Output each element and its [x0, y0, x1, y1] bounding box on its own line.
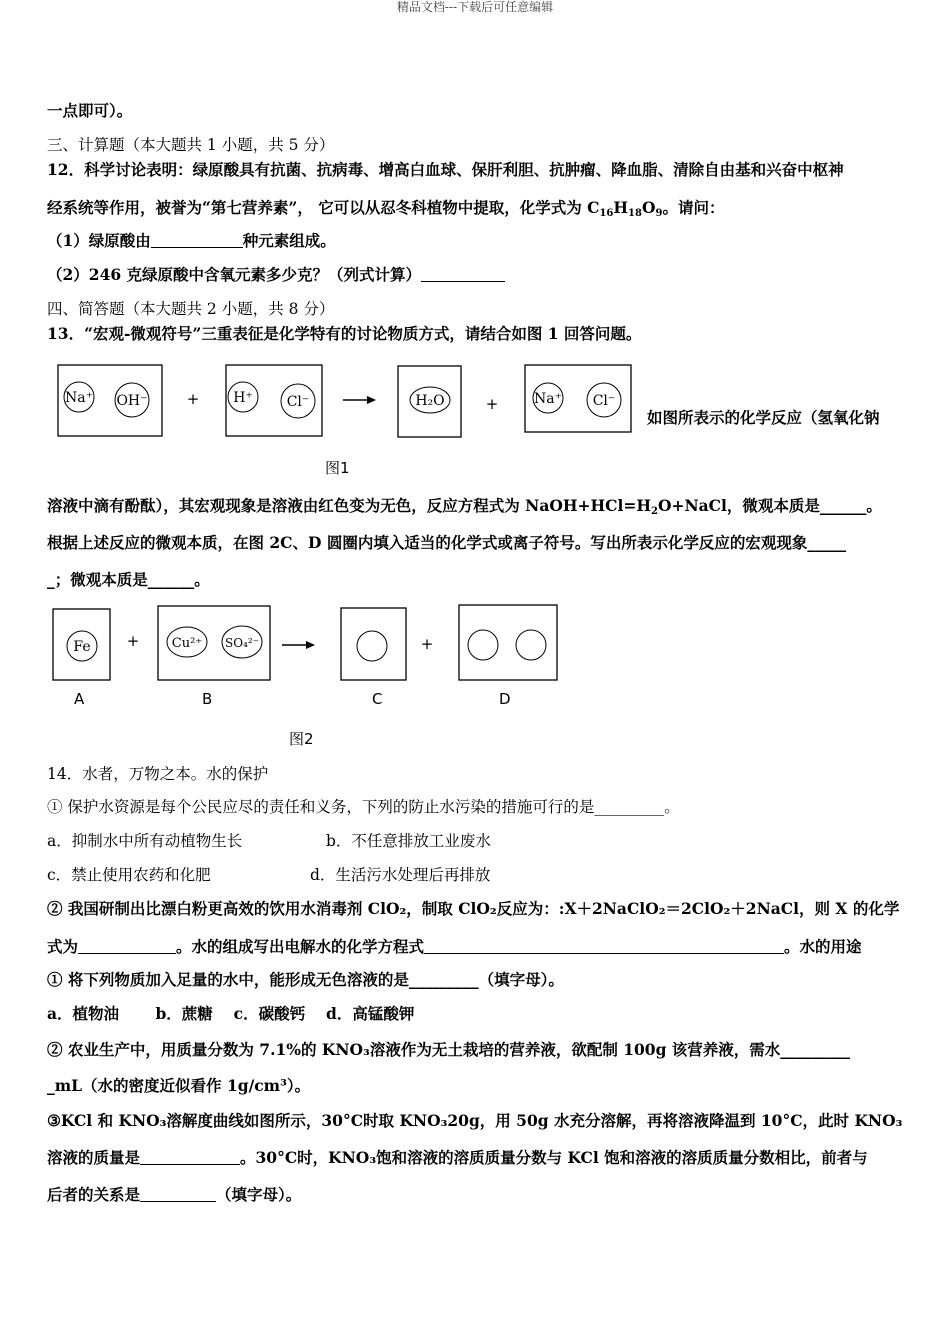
box-c [341, 608, 406, 680]
question-14-part-2-b: 式为 。水的组成写出电解水的化学方程式 。水的用途 [47, 937, 862, 956]
question-13-line-c: _；微观本质是______。 [47, 570, 210, 589]
ion-na: Na⁺ [534, 391, 562, 407]
label-d: D [499, 690, 511, 708]
answer-blank[interactable] [421, 265, 505, 282]
atom-fe: Fe [73, 639, 91, 655]
plus-sign: + [420, 635, 434, 653]
box-d [459, 605, 557, 680]
question-12-part-2: （2）246 克绿原酸中含氧元素多少克？（列式计算） [47, 265, 505, 285]
arrow-head [306, 641, 315, 649]
question-14-part-5-c: 后者的关系是 （填字母）。 [47, 1185, 302, 1204]
answer-blank[interactable] [140, 1148, 240, 1165]
option-b: b．不任意排放工业废水 [326, 832, 491, 850]
answer-blank[interactable] [78, 937, 176, 954]
question-14-part-2-a: ② 我国研制出比漂白粉更高效的饮用水消毒剂 ClO₂，制取 ClO₂反应为：:X＋2NaClO₂＝2ClO₂＋2NaCl，则 X 的化学 [47, 899, 900, 918]
figure-2-diagram [45, 600, 565, 685]
question-13-line-b: 根据上述反应的微观本质，在图 2C、D 圆圈内填入适当的化学式或离子符号。写出所表示化学反应的宏观现象_____ [47, 533, 847, 552]
molecule-h2o: H₂O [415, 393, 445, 409]
section-heading-3: 三、计算题（本大题共 1 小题，共 5 分） [47, 136, 335, 154]
label-b: B [202, 690, 213, 708]
figure-1-side-text: 如图所表示的化学反应（氢氧化钠 [647, 408, 880, 427]
ion-na: Na⁺ [65, 390, 93, 406]
question-14-part-3-options: a．植物油 b．蔗糖 c．碳酸钙 d．高锰酸钾 [47, 1004, 415, 1023]
arrow-head [367, 396, 376, 404]
page-header: 精品文档---下载后可任意编辑 [396, 0, 554, 14]
answer-blank[interactable] [424, 937, 784, 954]
ion-oh: OH⁻ [116, 393, 148, 409]
ion-cl: Cl⁻ [592, 393, 616, 409]
figure-1-diagram [50, 360, 650, 442]
empty-circle[interactable] [468, 630, 498, 660]
answer-blank[interactable] [151, 231, 243, 248]
label-c: C [372, 690, 383, 708]
figure-1-caption: 图1 [325, 459, 350, 477]
question-14-intro: 14．水者，万物之本。水的保护 [47, 765, 269, 783]
ion-cu: Cu²⁺ [171, 636, 203, 651]
question-14-part-5-b: 溶液的质量是 。30°C时，KNO₃饱和溶液的溶质质量分数与 KCl 饱和溶液的溶质质量分数相比，前者与 [47, 1148, 868, 1167]
question-14-part-4-a: ② 农业生产中，用质量分数为 7.1%的 KNO₃溶液作为无土栽培的营养液，欲配制 100g 该营养液，需水_________ [47, 1040, 851, 1059]
plus-sign: + [126, 632, 140, 650]
figure-2-caption: 图2 [289, 730, 314, 748]
label-a: A [74, 690, 85, 708]
option-a: a．抑制水中所有动植物生长 [47, 832, 243, 850]
question-14-part-5-a: ③KCl 和 KNO₃溶解度曲线如图所示，30°C时取 KNO₃20g，用 50g 水充分溶解，再将溶液降温到 10°C，此时 KNO₃ [47, 1111, 903, 1130]
answer-blank[interactable] [140, 1185, 216, 1202]
ion-cl: Cl⁻ [286, 394, 310, 410]
question-14-part-3: ① 将下列物质加入足量的水中，能形成无色溶液的是_________（填字母）。 [47, 970, 564, 989]
ion-so4: SO₄²⁻ [224, 636, 260, 650]
text-line: 一点即可）。 [47, 101, 133, 120]
question-13-line-a: 溶液中滴有酚酞），其宏观现象是溶液由红色变为无色，反应方程式为 $NaOH+HCl=H_2O+NaCl$，微观本质是______。 [47, 496, 882, 517]
ion-h: H⁺ [233, 390, 253, 406]
plus-sign: + [485, 395, 499, 413]
question-13-intro: 13．“宏观-微观符号”三重表征是化学特有的讨论物质方式，请结合如图 1 回答问题。 [47, 324, 642, 343]
empty-circle[interactable] [357, 631, 387, 661]
question-12-line-2: 经系统等作用，被誉为“第七营养素”， 它可以从忍冬科植物中提取，化学式为 $C_{16}H_{18}O_9$。请问： [47, 198, 725, 219]
section-heading-4: 四、简答题（本大题共 2 小题，共 8 分） [47, 300, 335, 318]
option-c: c．禁止使用农药和化肥 [47, 866, 211, 884]
question-14-part-4-b: _mL（水的密度近似看作 1g/cm³）。 [47, 1076, 311, 1095]
question-14-part-1: ① 保护水资源是每个公民应尽的责任和义务，下列的防止水污染的措施可行的是_________。 [47, 798, 680, 816]
question-12-part-1: （1）绿原酸由 种元素组成。 [47, 231, 336, 250]
question-12-line-1: 12．科学讨论表明：绿原酸具有抗菌、抗病毒、增高白血球、保肝利胆、抗肿瘤、降血脂、清除自由基和兴奋中枢神 [47, 160, 844, 179]
plus-sign: + [186, 390, 200, 408]
empty-circle[interactable] [516, 630, 546, 660]
option-d: d．生活污水处理后再排放 [310, 866, 491, 884]
